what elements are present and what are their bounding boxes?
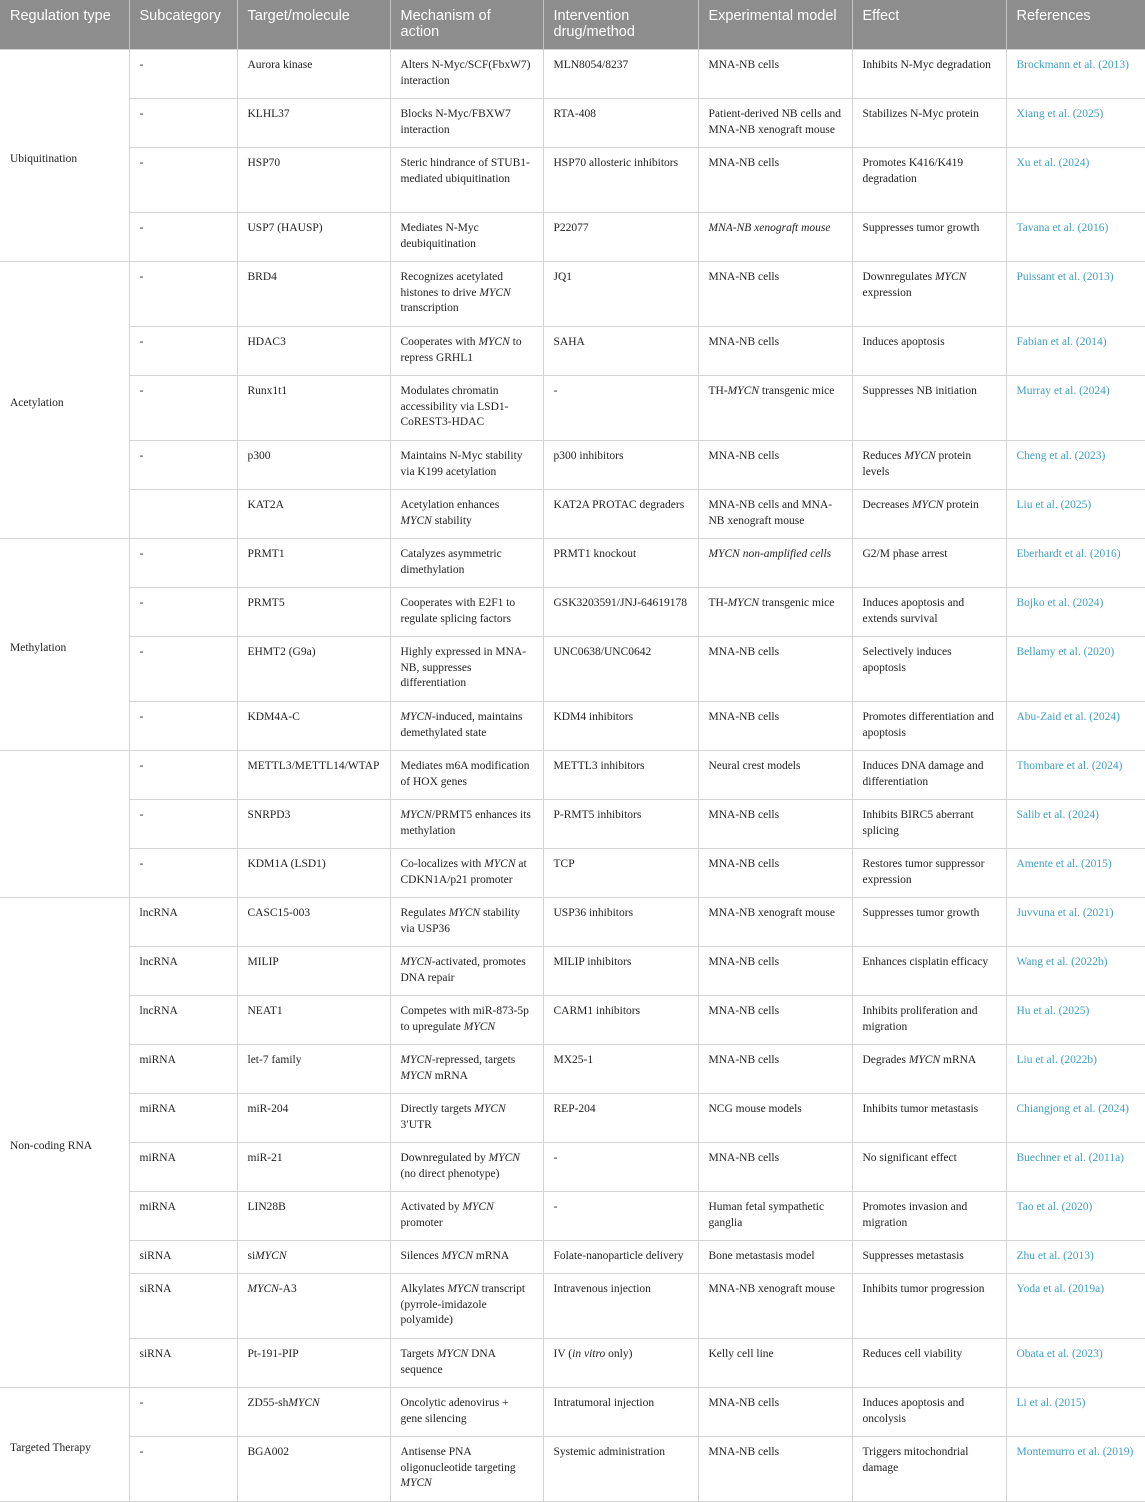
intervention-cell: Systemic administration (543, 1437, 698, 1502)
target-cell: Runx1t1 (237, 376, 390, 441)
regulation-type-cell: Targeted Therapy (0, 1388, 129, 1502)
effect-cell: Induces apoptosis and extends survival (852, 588, 1006, 637)
model-cell: Bone metastasis model (698, 1241, 852, 1274)
reference-link[interactable]: Bojko et al. (2024) (1016, 597, 1104, 609)
reference-cell (1006, 898, 1145, 947)
model-cell: MNA-NB cells (698, 1143, 852, 1192)
table-row (0, 996, 1145, 1045)
effect-cell: Degrades MYCN mRNA (852, 1045, 1006, 1094)
model-cell: Kelly cell line (698, 1339, 852, 1388)
target-cell: siMYCN (237, 1241, 390, 1274)
subcategory-cell: siRNA (129, 1274, 237, 1339)
reference-link[interactable]: Fabian et al. (2014) (1016, 336, 1107, 348)
subcategory-cell: miRNA (129, 1143, 237, 1192)
reference-link[interactable]: Bellamy et al. (2020) (1016, 646, 1115, 658)
intervention-cell: METTL3 inhibitors (543, 751, 698, 800)
mechanism-cell: MYCN-repressed, targets MYCN mRNA (390, 1045, 543, 1094)
table-row (0, 849, 1145, 898)
subcategory-cell: siRNA (129, 1241, 237, 1274)
reference-link[interactable]: Chiangjong et al. (2024) (1016, 1103, 1129, 1115)
model-cell: MNA-NB cells (698, 327, 852, 376)
intervention-cell: Folate-nanoparticle delivery (543, 1241, 698, 1274)
model-cell: MNA-NB xenograft mouse (698, 898, 852, 947)
mechanism-cell: Silences MYCN mRNA (390, 1241, 543, 1274)
reference-cell (1006, 441, 1145, 490)
effect-cell: Promotes K416/K419 degradation (852, 148, 1006, 213)
effect-cell: Induces apoptosis (852, 327, 1006, 376)
mechanism-cell: Steric hindrance of STUB1-mediated ubiquitination (390, 148, 543, 213)
reference-link[interactable]: Tao et al. (2020) (1016, 1201, 1093, 1213)
reference-link[interactable]: Zhu et al. (2013) (1016, 1250, 1094, 1262)
effect-cell: Induces DNA damage and differentiation (852, 751, 1006, 800)
table-row (0, 1388, 1145, 1437)
reference-link[interactable]: Brockmann et al. (2013) (1016, 59, 1129, 71)
col-header: References (1006, 0, 1145, 50)
model-cell: Patient-derived NB cells and MNA-NB xenograft mouse (698, 99, 852, 148)
effect-cell: Enhances cisplatin efficacy (852, 947, 1006, 996)
target-cell: PRMT5 (237, 588, 390, 637)
table-row (0, 1192, 1145, 1241)
target-cell: ZD55-shMYCN (237, 1388, 390, 1437)
mechanism-cell: Acetylation enhances MYCN stability (390, 490, 543, 539)
target-cell: p300 (237, 441, 390, 490)
target-cell: LIN28B (237, 1192, 390, 1241)
model-cell: TH-MYCN transgenic mice (698, 588, 852, 637)
table-row (0, 148, 1145, 213)
table-row (0, 1274, 1145, 1339)
table-row (0, 539, 1145, 588)
mechanism-cell: Blocks N-Myc/FBXW7 interaction (390, 99, 543, 148)
intervention-cell: IV (in vitro only) (543, 1339, 698, 1388)
table-row (0, 947, 1145, 996)
subcategory-cell: - (129, 588, 237, 637)
target-cell: NEAT1 (237, 996, 390, 1045)
intervention-cell: Intravenous injection (543, 1274, 698, 1339)
reference-cell (1006, 637, 1145, 702)
mechanism-cell: MYCN-induced, maintains demethylated state (390, 702, 543, 751)
regulation-type-cell: Methylation (0, 539, 129, 751)
model-cell: MNA-NB cells (698, 996, 852, 1045)
intervention-cell: PRMT1 knockout (543, 539, 698, 588)
intervention-cell: GSK3203591/JNJ-64619178 (543, 588, 698, 637)
intervention-cell: CARM1 inhibitors (543, 996, 698, 1045)
subcategory-cell: - (129, 1437, 237, 1502)
model-cell: MNA-NB cells (698, 148, 852, 213)
effect-cell: Suppresses NB initiation (852, 376, 1006, 441)
table-row (0, 327, 1145, 376)
reference-cell (1006, 1339, 1145, 1388)
reference-link[interactable]: Juvvuna et al. (2021) (1016, 907, 1114, 919)
effect-cell: Induces apoptosis and oncolysis (852, 1388, 1006, 1437)
subcategory-cell: - (129, 148, 237, 213)
intervention-cell: RTA-408 (543, 99, 698, 148)
table-row (0, 702, 1145, 751)
mechanism-cell: Modulates chromatin accessibility via LSD1-CoREST3-HDAC (390, 376, 543, 441)
intervention-cell: TCP (543, 849, 698, 898)
reference-cell (1006, 1143, 1145, 1192)
col-header: Experimental model (698, 0, 852, 50)
mechanism-cell: Oncolytic adenovirus + gene silencing (390, 1388, 543, 1437)
subcategory-cell: - (129, 1388, 237, 1437)
table-row (0, 50, 1145, 99)
subcategory-cell (129, 490, 237, 539)
effect-cell: G2/M phase arrest (852, 539, 1006, 588)
target-cell: miR-204 (237, 1094, 390, 1143)
reference-cell (1006, 327, 1145, 376)
reference-link[interactable]: Obata et al. (2023) (1016, 1348, 1103, 1360)
mechanism-cell: Catalyzes asymmetric dimethylation (390, 539, 543, 588)
reference-cell (1006, 99, 1145, 148)
effect-cell: Inhibits tumor metastasis (852, 1094, 1006, 1143)
model-cell: MNA-NB cells and MNA-NB xenograft mouse (698, 490, 852, 539)
subcategory-cell: lncRNA (129, 898, 237, 947)
intervention-cell: P-RMT5 inhibitors (543, 800, 698, 849)
reference-cell (1006, 800, 1145, 849)
model-cell: MYCN non-amplified cells (698, 539, 852, 588)
table-body (0, 50, 1145, 1502)
col-header: Target/molecule (237, 0, 390, 50)
model-cell: MNA-NB xenograft mouse (698, 1274, 852, 1339)
model-cell: Neural crest models (698, 751, 852, 800)
model-cell: MNA-NB cells (698, 1045, 852, 1094)
model-cell: MNA-NB cells (698, 1388, 852, 1437)
table-row (0, 1045, 1145, 1094)
target-cell: KDM1A (LSD1) (237, 849, 390, 898)
intervention-cell: KDM4 inhibitors (543, 702, 698, 751)
intervention-cell: USP36 inhibitors (543, 898, 698, 947)
mechanism-cell: Targets MYCN DNA sequence (390, 1339, 543, 1388)
intervention-cell: - (543, 376, 698, 441)
subcategory-cell: miRNA (129, 1094, 237, 1143)
model-cell: MNA-NB cells (698, 1437, 852, 1502)
effect-cell: Suppresses tumor growth (852, 898, 1006, 947)
mechanism-cell: MYCN-activated, promotes DNA repair (390, 947, 543, 996)
model-cell: MNA-NB cells (698, 702, 852, 751)
model-cell: NCG mouse models (698, 1094, 852, 1143)
regulation-type-cell: Acetylation (0, 262, 129, 539)
effect-cell: Inhibits BIRC5 aberrant splicing (852, 800, 1006, 849)
effect-cell: Decreases MYCN protein (852, 490, 1006, 539)
reference-cell (1006, 1094, 1145, 1143)
target-cell: Aurora kinase (237, 50, 390, 99)
mechanism-cell: Cooperates with MYCN to repress GRHL1 (390, 327, 543, 376)
effect-cell: Restores tumor suppressor expression (852, 849, 1006, 898)
col-header: Subcategory (129, 0, 237, 50)
target-cell: METTL3/METTL14/WTAP (237, 751, 390, 800)
target-cell: EHMT2 (G9a) (237, 637, 390, 702)
reference-link[interactable]: Tavana et al. (2016) (1016, 222, 1109, 234)
reference-cell (1006, 376, 1145, 441)
mechanism-cell: MYCN/PRMT5 enhances its methylation (390, 800, 543, 849)
effect-cell: Downregulates MYCN expression (852, 262, 1006, 327)
mechanism-cell: Competes with miR-873-5p to upregulate MYCN (390, 996, 543, 1045)
table-row (0, 1094, 1145, 1143)
reference-link[interactable]: Li et al. (2015) (1016, 1397, 1086, 1409)
reference-cell (1006, 947, 1145, 996)
effect-cell: Reduces cell viability (852, 1339, 1006, 1388)
reference-cell (1006, 996, 1145, 1045)
subcategory-cell: siRNA (129, 1339, 237, 1388)
effect-cell: Stabilizes N-Myc protein (852, 99, 1006, 148)
subcategory-cell: - (129, 637, 237, 702)
mechanism-cell: Co-localizes with MYCN at CDKN1A/p21 promoter (390, 849, 543, 898)
target-cell: KDM4A-C (237, 702, 390, 751)
subcategory-cell: - (129, 50, 237, 99)
model-cell: MNA-NB cells (698, 849, 852, 898)
reference-cell (1006, 539, 1145, 588)
regulation-type-cell: Non-coding RNA (0, 898, 129, 1388)
reference-link[interactable]: Hu et al. (2025) (1016, 1005, 1090, 1017)
subcategory-cell: - (129, 441, 237, 490)
model-cell: MNA-NB xenograft mouse (698, 213, 852, 262)
effect-cell: Promotes differentiation and apoptosis (852, 702, 1006, 751)
reference-link[interactable]: Yoda et al. (2019a) (1016, 1283, 1105, 1295)
table-row (0, 262, 1145, 327)
subcategory-cell: - (129, 751, 237, 800)
model-cell: MNA-NB cells (698, 262, 852, 327)
table-row (0, 588, 1145, 637)
model-cell: TH-MYCN transgenic mice (698, 376, 852, 441)
intervention-cell: JQ1 (543, 262, 698, 327)
table-row (0, 1339, 1145, 1388)
target-cell: CASC15-003 (237, 898, 390, 947)
target-cell: KAT2A (237, 490, 390, 539)
target-cell: MILIP (237, 947, 390, 996)
reference-cell (1006, 50, 1145, 99)
mechanism-cell: Antisense PNA oligonucleotide targeting MYCN (390, 1437, 543, 1502)
reference-link[interactable]: Thombare et al. (2024) (1016, 760, 1123, 772)
intervention-cell: MX25-1 (543, 1045, 698, 1094)
target-cell: BRD4 (237, 262, 390, 327)
intervention-cell: SAHA (543, 327, 698, 376)
reference-link[interactable]: Salib et al. (2024) (1016, 809, 1099, 821)
mechanism-cell: Activated by MYCN promoter (390, 1192, 543, 1241)
reference-link[interactable]: Montemurro et al. (2019) (1016, 1446, 1134, 1458)
mechanism-cell: Directly targets MYCN 3′UTR (390, 1094, 543, 1143)
table-row (0, 1143, 1145, 1192)
table-row (0, 800, 1145, 849)
target-cell: HSP70 (237, 148, 390, 213)
effect-cell: Selectively induces apoptosis (852, 637, 1006, 702)
effect-cell: Reduces MYCN protein levels (852, 441, 1006, 490)
effect-cell: Suppresses tumor growth (852, 213, 1006, 262)
model-cell: MNA-NB cells (698, 947, 852, 996)
target-cell: Pt-191-PIP (237, 1339, 390, 1388)
header-row (0, 0, 1145, 50)
regulation-type-cell: Ubiquitination (0, 50, 129, 262)
effect-cell: Inhibits tumor progression (852, 1274, 1006, 1339)
reference-link[interactable]: Liu et al. (2025) (1016, 499, 1092, 511)
col-header: Effect (852, 0, 1006, 50)
reference-cell (1006, 1388, 1145, 1437)
intervention-cell: UNC0638/UNC0642 (543, 637, 698, 702)
subcategory-cell: - (129, 99, 237, 148)
table-row (0, 490, 1145, 539)
model-cell: MNA-NB cells (698, 800, 852, 849)
table-row (0, 898, 1145, 947)
mechanism-cell: Alters N-Myc/SCF(FbxW7) interaction (390, 50, 543, 99)
mechanism-cell: Regulates MYCN stability via USP36 (390, 898, 543, 947)
target-cell: let-7 family (237, 1045, 390, 1094)
table-row (0, 441, 1145, 490)
reference-link[interactable]: Buechner et al. (2011a) (1016, 1152, 1124, 1164)
reference-cell (1006, 1045, 1145, 1094)
effect-cell: Inhibits proliferation and migration (852, 996, 1006, 1045)
subcategory-cell: lncRNA (129, 947, 237, 996)
effect-cell: Inhibits N-Myc degradation (852, 50, 1006, 99)
subcategory-cell: - (129, 262, 237, 327)
reference-cell (1006, 751, 1145, 800)
intervention-cell: P22077 (543, 213, 698, 262)
target-cell: USP7 (HAUSP) (237, 213, 390, 262)
model-cell: MNA-NB cells (698, 50, 852, 99)
intervention-cell: - (543, 1192, 698, 1241)
col-header: Intervention drug/method (543, 0, 698, 50)
reference-link[interactable]: Cheng et al. (2023) (1016, 450, 1106, 462)
effect-cell: Suppresses metastasis (852, 1241, 1006, 1274)
intervention-cell: Intratumoral injection (543, 1388, 698, 1437)
subcategory-cell: lncRNA (129, 996, 237, 1045)
reference-link[interactable]: Liu et al. (2022b) (1016, 1054, 1097, 1066)
target-cell: SNRPD3 (237, 800, 390, 849)
table-row (0, 376, 1145, 441)
mechanism-cell: Alkylates MYCN transcript (pyrrole-imidazole polyamide) (390, 1274, 543, 1339)
model-cell: MNA-NB cells (698, 441, 852, 490)
reference-link[interactable]: Murray et al. (2024) (1016, 385, 1110, 397)
table-row (0, 751, 1145, 800)
effect-cell: Triggers mitochondrial damage (852, 1437, 1006, 1502)
reference-link[interactable]: Xu et al. (2024) (1016, 157, 1090, 169)
target-cell: HDAC3 (237, 327, 390, 376)
subcategory-cell: - (129, 849, 237, 898)
mechanism-cell: Mediates m6A modification of HOX genes (390, 751, 543, 800)
reference-link[interactable]: Puissant et al. (2013) (1016, 271, 1114, 283)
reference-cell (1006, 490, 1145, 539)
mechanism-cell: Mediates N-Myc deubiquitination (390, 213, 543, 262)
reference-link[interactable]: Eberhardt et al. (2016) (1016, 548, 1121, 560)
reference-cell (1006, 148, 1145, 213)
subcategory-cell: - (129, 213, 237, 262)
table-row (0, 637, 1145, 702)
subcategory-cell: miRNA (129, 1192, 237, 1241)
table-row (0, 99, 1145, 148)
model-cell: Human fetal sympathetic ganglia (698, 1192, 852, 1241)
intervention-cell: KAT2A PROTAC degraders (543, 490, 698, 539)
subcategory-cell: - (129, 539, 237, 588)
reference-link[interactable]: Wang et al. (2022b) (1016, 956, 1108, 968)
effect-cell: No significant effect (852, 1143, 1006, 1192)
reference-cell (1006, 1192, 1145, 1241)
col-header: Mechanism of action (390, 0, 543, 50)
intervention-cell: MLN8054/8237 (543, 50, 698, 99)
subcategory-cell: - (129, 800, 237, 849)
reference-cell (1006, 262, 1145, 327)
mechanism-cell: Highly expressed in MNA-NB, suppresses differentiation (390, 637, 543, 702)
table-row (0, 1241, 1145, 1274)
intervention-cell: p300 inhibitors (543, 441, 698, 490)
reference-cell (1006, 849, 1145, 898)
intervention-cell: - (543, 1143, 698, 1192)
reference-cell (1006, 1274, 1145, 1339)
mechanism-cell: Maintains N-Myc stability via K199 acetylation (390, 441, 543, 490)
subcategory-cell: - (129, 702, 237, 751)
reference-cell (1006, 588, 1145, 637)
regulation-type-cell (0, 751, 129, 898)
reference-cell (1006, 213, 1145, 262)
mechanism-cell: Cooperates with E2F1 to regulate splicing factors (390, 588, 543, 637)
model-cell: MNA-NB cells (698, 637, 852, 702)
table-row (0, 213, 1145, 262)
mechanism-cell: Recognizes acetylated histones to drive MYCN transcription (390, 262, 543, 327)
mechanism-cell: Downregulated by MYCN (no direct phenotype) (390, 1143, 543, 1192)
col-header: Regulation type (0, 0, 129, 50)
target-cell: BGA002 (237, 1437, 390, 1502)
intervention-cell: HSP70 allosteric inhibitors (543, 148, 698, 213)
subcategory-cell: miRNA (129, 1045, 237, 1094)
reference-link[interactable]: Xiang et al. (2025) (1016, 108, 1104, 120)
intervention-cell: REP-204 (543, 1094, 698, 1143)
intervention-cell: MILIP inhibitors (543, 947, 698, 996)
reference-cell (1006, 702, 1145, 751)
target-cell: KLHL37 (237, 99, 390, 148)
target-cell: miR-21 (237, 1143, 390, 1192)
subcategory-cell: - (129, 376, 237, 441)
reference-link[interactable]: Abu-Zaid et al. (2024) (1016, 711, 1120, 723)
effect-cell: Promotes invasion and migration (852, 1192, 1006, 1241)
subcategory-cell: - (129, 327, 237, 376)
target-cell: MYCN-A3 (237, 1274, 390, 1339)
reference-link[interactable]: Amente et al. (2015) (1016, 858, 1112, 870)
target-cell: PRMT1 (237, 539, 390, 588)
reference-cell (1006, 1241, 1145, 1274)
